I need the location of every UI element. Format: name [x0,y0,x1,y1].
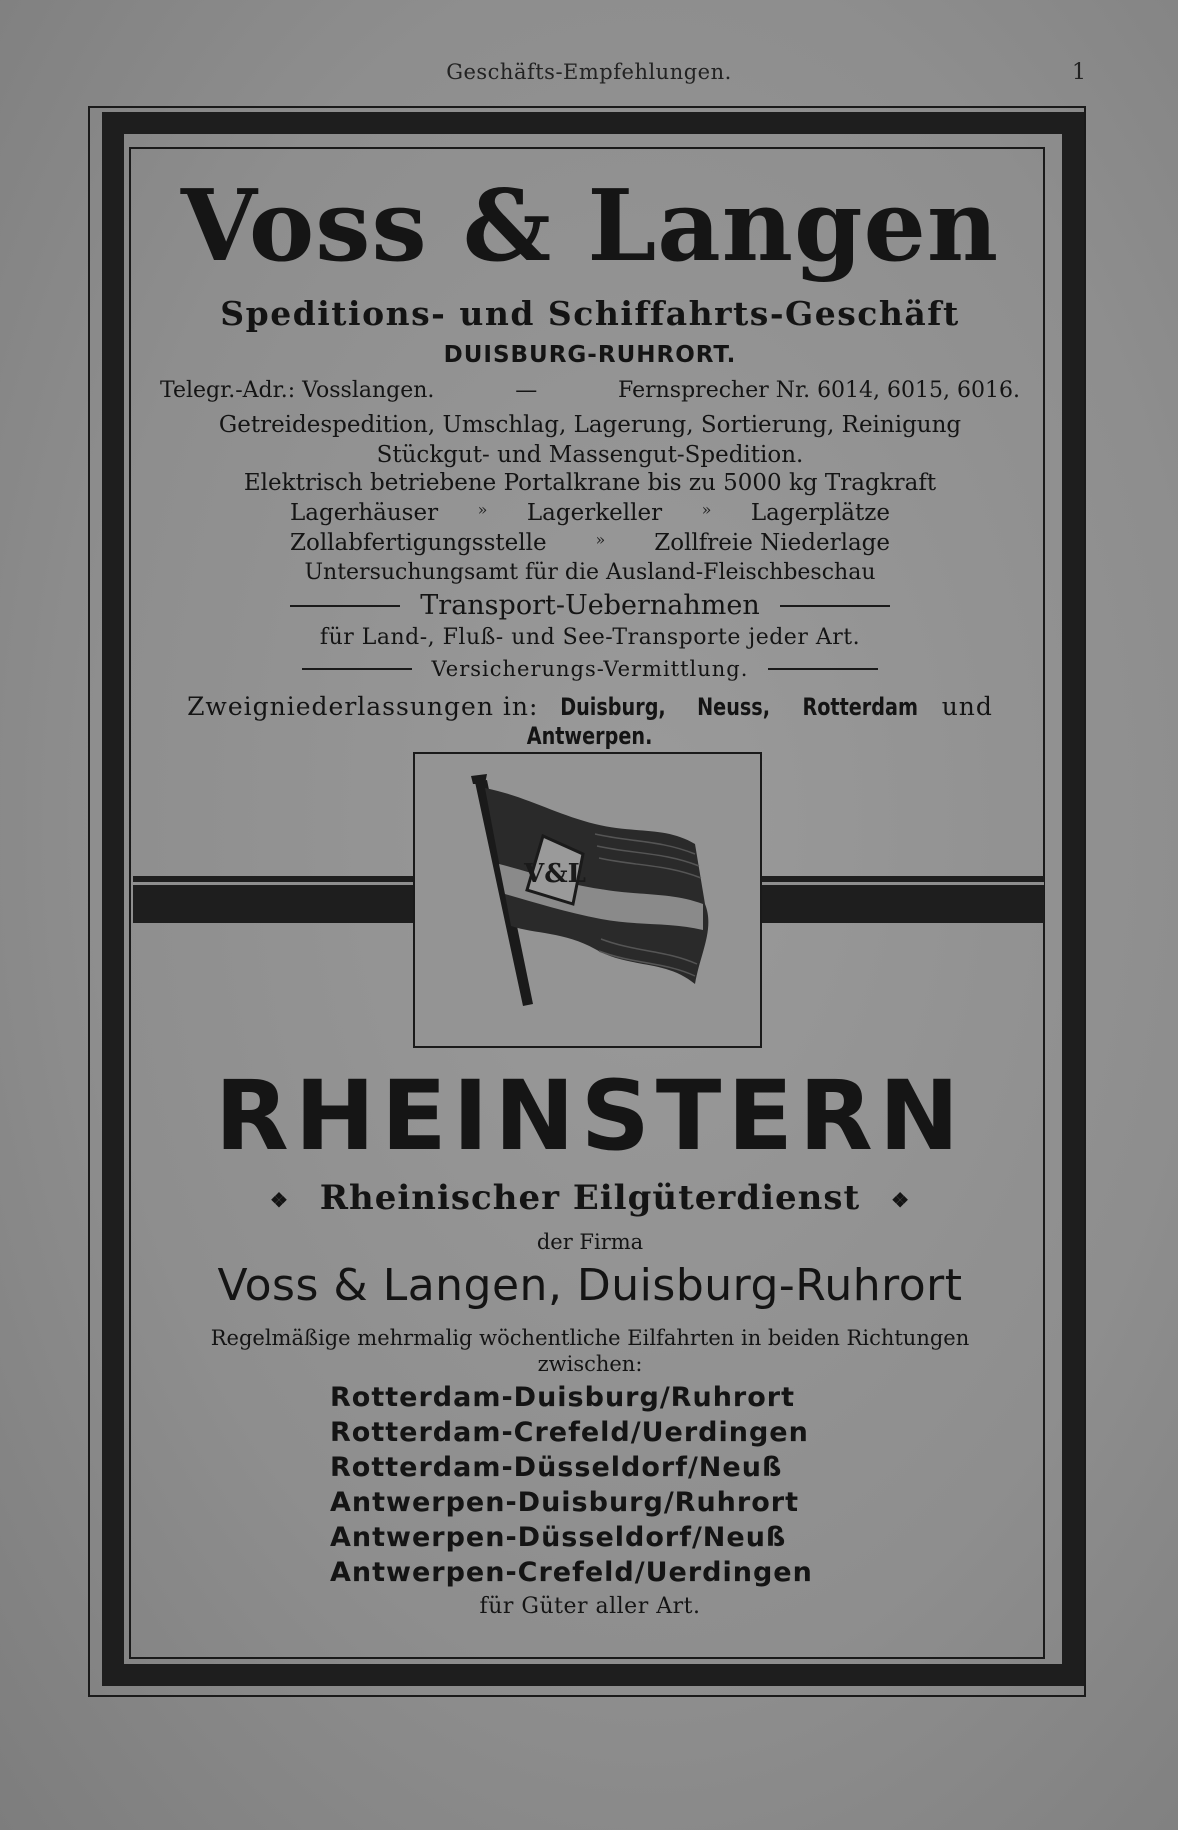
running-head: Geschäfts-Empfehlungen. [446,60,732,84]
diamond-icon: ❖ [891,1188,911,1212]
rule-right [768,668,878,670]
branch-city: Duisburg, [560,693,667,721]
rheinstern-subtitle-row [140,1178,1040,1218]
storage-item: Lagerkeller [526,500,663,526]
route-item: Antwerpen-Düsseldorf/Neuß [330,1522,787,1553]
route-item: Rotterdam-Crefeld/Uerdingen [330,1417,809,1448]
transport-text: für Land-, Fluß- und See-Transporte jeder Art. [319,625,861,650]
inspection-line: Untersuchungsamt für die Ausland-Fleischbeschau [304,560,876,585]
rule-right [780,605,890,607]
branch-city: Antwerpen. [527,722,653,750]
storage-line [140,500,1040,526]
transport-heading-row [140,590,1040,621]
services-line-3: Elektrisch betriebene Portalkrane bis zu 5000 kg Tragkraft [243,470,937,496]
company-title: Voss & Langen [180,169,1000,284]
branches-line [140,692,1040,750]
branches-and: und [941,692,993,721]
company-subtitle: Speditions- und Schiffahrts-Geschäft [220,294,960,333]
separator-mark: » [701,500,712,519]
logo-monogram: V&L [524,859,586,889]
separator-mark: » [595,530,606,549]
goods-text: für Güter aller Art. [479,1594,701,1619]
insurance-row [140,657,1040,681]
company-city: DUISBURG-RUHRORT. [443,342,737,368]
rule-left [290,605,400,607]
separator-mark: » [477,500,488,519]
schedule-text: Regelmäßige mehrmalig wöchentliche Eilfahrten in beiden Richtungen [210,1326,970,1350]
branch-city: Neuss, [697,693,771,721]
storage-item: Lagerplätze [750,500,890,526]
route-item: Antwerpen-Duisburg/Ruhrort [330,1487,799,1518]
route-item: Antwerpen-Crefeld/Uerdingen [330,1557,813,1588]
page-number: 1 [1072,60,1086,85]
firma-label: der Firma [536,1230,644,1254]
telegram-address: Telegr.-Adr.: Vosslangen. [160,378,435,403]
rule-left [302,668,412,670]
flag-icon [415,754,760,1046]
pole-finial [471,774,487,784]
diamond-icon: ❖ [269,1188,289,1212]
route-item: Rotterdam-Düsseldorf/Neuß [330,1452,783,1483]
rheinstern-subtitle: Rheinischer Eilgüterdienst [319,1178,861,1218]
between-label: zwischen: [537,1352,643,1376]
phone-numbers: Fernsprecher Nr. 6014, 6015, 6016. [618,378,1020,403]
logo-box [413,752,762,1048]
services-line-1: Getreidespedition, Umschlag, Lagerung, Sortierung, Reinigung [218,412,962,438]
transport-heading: Transport-Uebernahmen [420,590,760,621]
insurance-text: Versicherungs-Vermittlung. [431,657,749,681]
customs-line [140,530,1040,556]
company-name: Voss & Langen, Duisburg-Ruhrort [217,1260,963,1311]
storage-item: Lagerhäuser [290,500,439,526]
divider-band-right [762,882,1044,923]
branch-city: Rotterdam [802,693,919,721]
contact-line [140,378,1040,403]
routes-list [140,1380,1040,1590]
route-item: Rotterdam-Duisburg/Ruhrort [330,1382,796,1413]
branches-prefix: Zweigniederlassungen in: [187,692,539,721]
customs-item: Zollfreie Niederlage [654,530,890,556]
rheinstern-title: RHEINSTERN [214,1060,966,1172]
contact-dash: — [515,378,538,403]
divider-band-left [133,882,413,923]
services-line-2: Stückgut- und Massengut-Spedition. [376,442,804,468]
customs-item: Zollabfertigungsstelle [290,530,547,556]
